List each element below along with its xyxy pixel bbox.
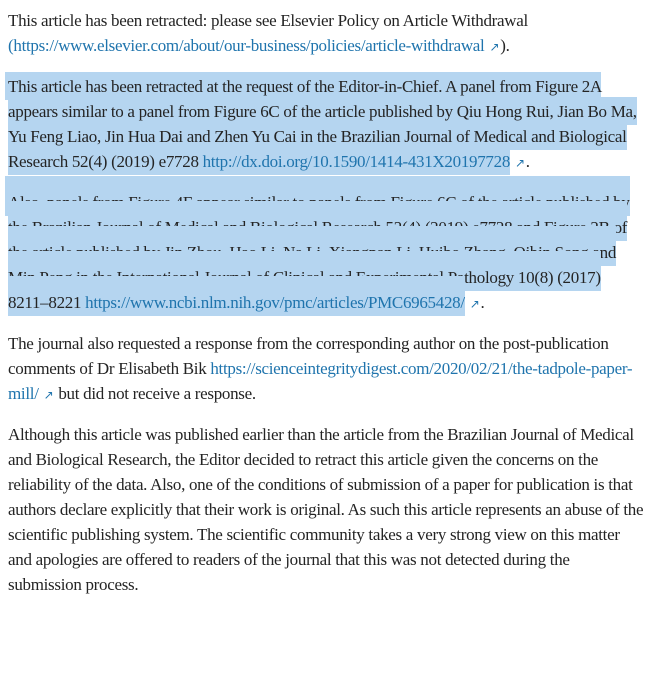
- retraction-reason-text: This article has been retracted at the request of the Editor-in-Chief. A panel from Figure 2A appears similar to a panel from Figure 6C of the article published by Qiu Hong Rui, Jian Bo Ma, Yu Feng Liao, Jin Hua Dai and Zhen Yu Cai in the Brazilian Journal of Medical and Biological Research 52(4) (2019) e7728: [8, 77, 637, 171]
- paragraph-author-response: [8, 331, 645, 408]
- ncbi-pmc-link[interactable]: https://www.ncbi.nlm.nih.gov/pmc/articles/PMC6965428/: [85, 293, 465, 312]
- paragraph-retraction-reason-figure4f: [8, 190, 645, 317]
- author-response-text: The journal also requested a response from the corresponding author on the post-publication comments of Dr Elisabeth Bik: [8, 334, 609, 378]
- policy-text-tail: ).: [500, 36, 510, 55]
- external-link-icon[interactable]: ↗: [469, 297, 480, 311]
- paragraph-retraction-policy: [8, 8, 645, 60]
- sentence-period: .: [525, 152, 530, 171]
- open-paren: (: [8, 36, 14, 55]
- science-integrity-digest-link[interactable]: https://scienceintegritydigest.com/2020/02/21/the-tadpole-paper-mill/: [8, 359, 633, 403]
- retraction-reason-text: Also, panels from Figure 4F appear similar to panels from Figure 6C of the article published by the Brazilian Journal of Medical and Biological Research 52(4) (2019) e7728 and Figure 2B of the article published by Jin Zhou, Hao Li, Na Li, Xiangpan Li, Huibo Zhang, Qibin Song and Min Peng in the International Journal of Clinical and Experimental Pathology 10(8) (2017) 8211–8221: [8, 193, 630, 312]
- doi-link[interactable]: http://dx.doi.org/10.1590/1414-431X20197728: [202, 152, 511, 171]
- sentence-period: .: [480, 293, 485, 312]
- external-link-icon[interactable]: ↗: [43, 388, 54, 402]
- text-selection-highlight: [5, 176, 630, 316]
- elsevier-withdrawal-policy-link[interactable]: https://www.elsevier.com/about/our-business/policies/article-withdrawal: [13, 36, 485, 55]
- text-selection-highlight: [5, 72, 637, 175]
- paragraph-editor-decision: [8, 422, 645, 597]
- policy-text: This article has been retracted: please see Elsevier Policy on Article Withdrawal: [8, 11, 528, 30]
- editor-decision-text: Although this article was published earlier than the article from the Brazilian Journal of Medical and Biological Research, the Editor decided to retract this article given the concerns on the reliability of the data. Also, one of the conditions of submission of a paper for publication is that authors declare explicitly that their work is original. As such this article represents an abuse of the scientific publishing system. The scientific community takes a very strong view on this matter and apologies are offered to readers of the journal that this was not detected during the submission process.: [8, 425, 644, 594]
- paragraph-retraction-reason-figure2a: [8, 74, 645, 176]
- external-link-icon[interactable]: ↗: [489, 40, 500, 54]
- external-link-icon[interactable]: ↗: [515, 156, 525, 170]
- author-response-text-tail: but did not receive a response.: [58, 384, 256, 403]
